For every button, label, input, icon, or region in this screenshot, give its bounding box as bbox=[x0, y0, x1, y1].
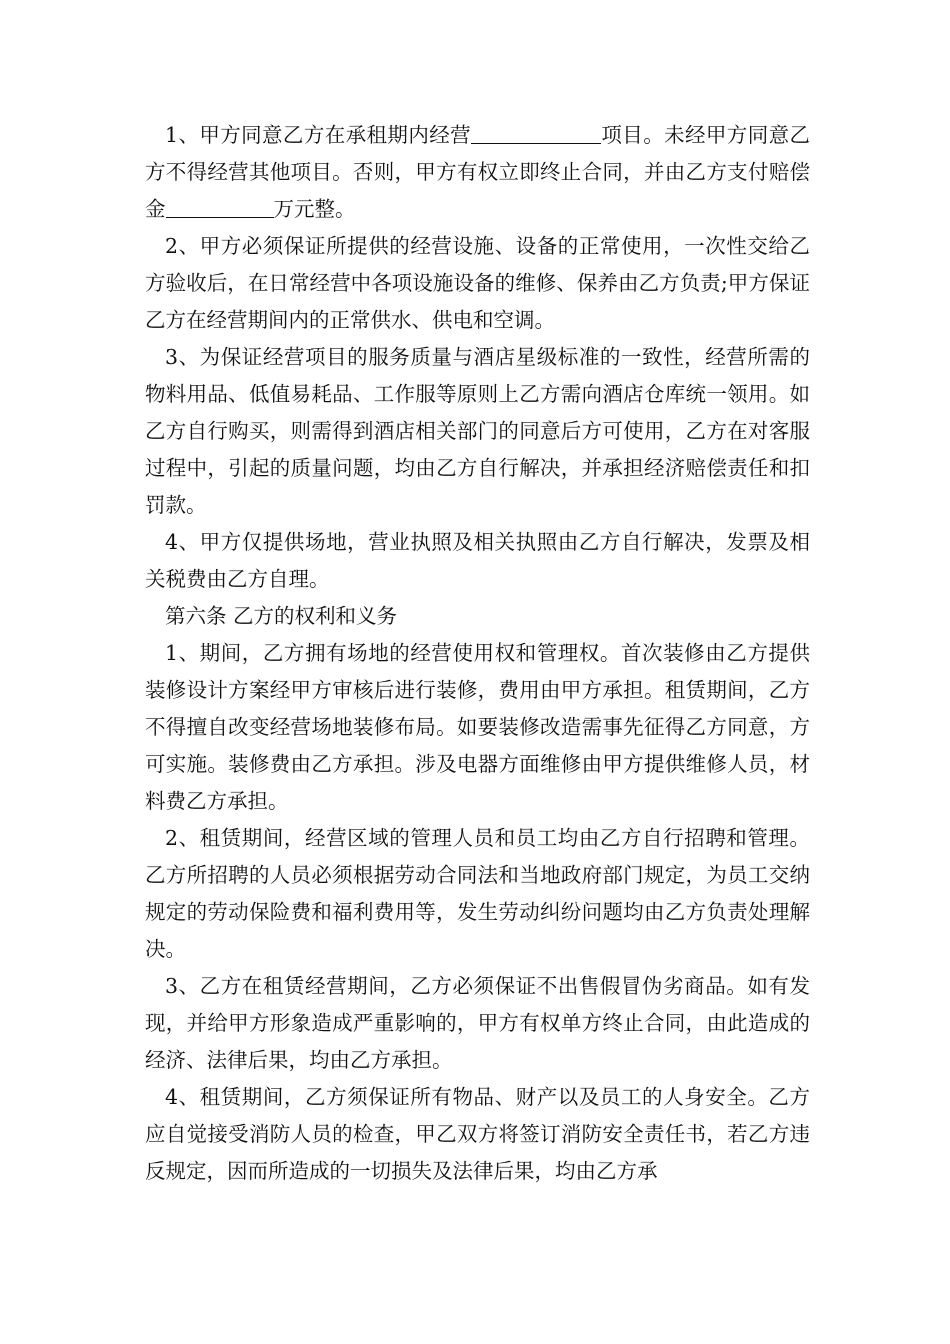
clause-text: 万元整。 bbox=[273, 197, 356, 221]
clause-5-item-4: 4、甲方仅提供场地，营业执照及相关执照由乙方自行解决，发票及相关税费由乙方自理。 bbox=[145, 530, 810, 591]
section-6-heading: 第六条 乙方的权利和义务 bbox=[165, 604, 398, 628]
blank-fill-line bbox=[471, 123, 601, 144]
clause-6-item-4: 4、租赁期间，乙方须保证所有物品、财产以及员工的人身安全。乙方应自觉接受消防人员的检查，甲乙双方将签订消防安全责任书，若乙方违反规定，因而所造成的一切损失及法律后果，均由乙方承 bbox=[145, 1085, 810, 1183]
clause-text: 1、甲方同意乙方在承租期内经营 bbox=[165, 123, 472, 147]
clause-text: 项目。未经甲方同意乙方不得经营其他项目。否则，甲方有权立即终止合同，并由乙方支付赔偿金 bbox=[145, 123, 810, 221]
clause-5-item-1 bbox=[145, 117, 810, 228]
clause-6-item-2: 2、租赁期间，经营区域的管理人员和员工均由乙方自行招聘和管理。乙方所招聘的人员必须根据劳动合同法和当地政府部门规定，为员工交纳规定的劳动保险费和福利费用等，发生劳动纠纷问题均由乙方负责处理解决。 bbox=[145, 826, 810, 961]
clause-5-item-2: 2、甲方必须保证所提供的经营设施、设备的正常使用，一次性交给乙方验收后，在日常经营中各项设施设备的维修、保养由乙方负责;甲方保证乙方在经营期间内的正常供水、供电和空调。 bbox=[145, 234, 810, 332]
clause-6-item-3: 3、乙方在租赁经营期间，乙方必须保证不出售假冒伪劣商品。如有发现，并给甲方形象造成严重影响的，甲方有权单方终止合同，由此造成的经济、法律后果，均由乙方承担。 bbox=[145, 974, 810, 1072]
clause-5-item-3: 3、为保证经营项目的服务质量与酒店星级标准的一致性，经营所需的物料用品、低值易耗品、工作服等原则上乙方需向酒店仓库统一领用。如乙方自行购买，则需得到酒店相关部门的同意后方可使用，乙方在对客服过程中，引起的质量问题，均由乙方自行解决，并承担经济赔偿责任和扣罚款。 bbox=[145, 345, 810, 517]
blank-fill-line bbox=[166, 197, 274, 218]
clause-6-item-1: 1、期间，乙方拥有场地的经营使用权和管理权。首次装修由乙方提供装修设计方案经甲方审核后进行装修，费用由甲方承担。租赁期间，乙方不得擅自改变经营场地装修布局。如要装修改造需事先征得乙方同意，方可实施。装修费由乙方承担。涉及电器方面维修由甲方提供维修人员，材料费乙方承担。 bbox=[145, 641, 810, 813]
